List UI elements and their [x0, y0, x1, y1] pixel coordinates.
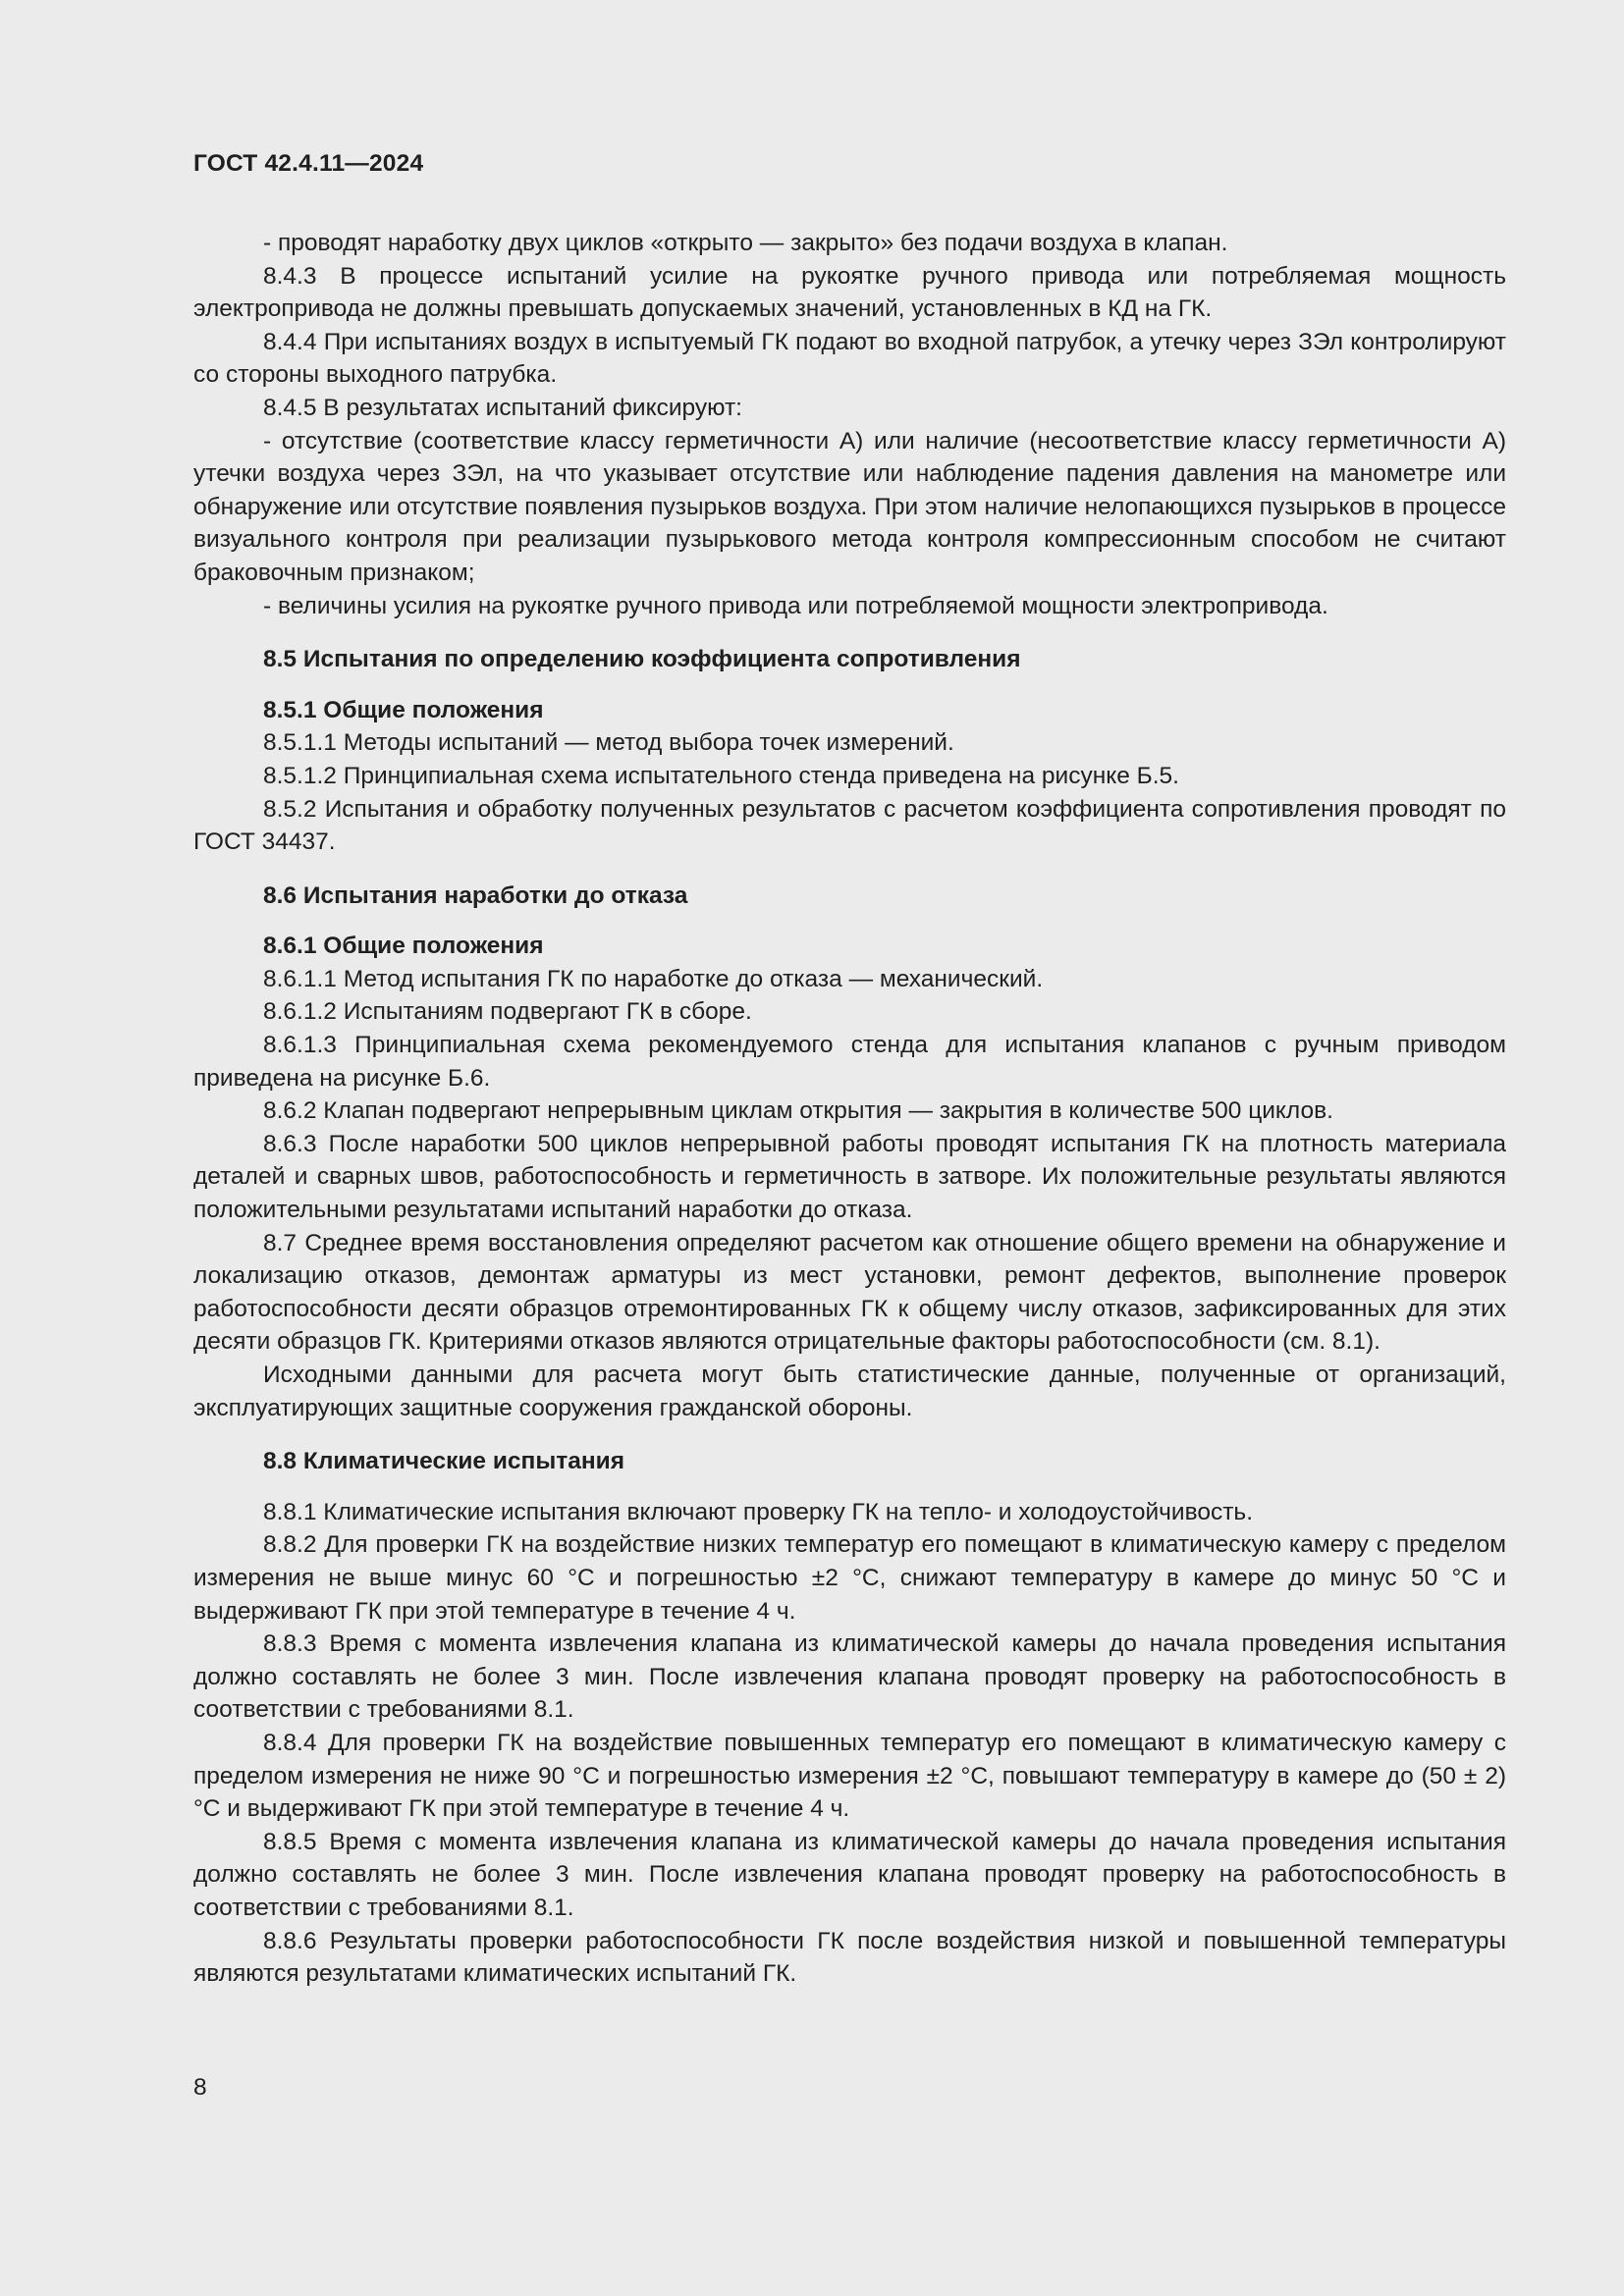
- paragraph-8-5-1-2: 8.5.1.2 Принципиальная схема испытательного стенда приведена на рисунке Б.5.: [263, 762, 1179, 789]
- paragraph-8-6-1-2: 8.6.1.2 Испытаниям подвергают ГК в сборе.: [263, 998, 752, 1026]
- paragraph-8-8-2: 8.8.2 Для проверки ГК на воздействие низких температур его помещают в климатическую камеру с пределом измерения не выше минус 60 °С и погрешностью ±2 °С, снижают температуру в камере до минус 50 °С и выдерживают ГК при этой температуре в течение 4 ч.: [193, 1531, 1506, 1625]
- subsection-heading-8-6-1: 8.6.1 Общие положения: [263, 933, 544, 960]
- paragraph-8-6-1-3: 8.6.1.3 Принципиальная схема рекомендуемого стенда для испытания клапанов с ручным приводом приведена на рисунке Б.6.: [193, 1032, 1506, 1092]
- paragraph-8-8-5: 8.8.5 Время с момента извлечения клапана из климатической камеры до начала проведения испытания должно составлять не более 3 мин. После извлечения клапана проводят проверку на работоспособность в соответствии с требованиями 8.1.: [193, 1828, 1506, 1921]
- paragraph-8-6-3: 8.6.3 После наработки 500 циклов непрерывной работы проводят испытания ГК на плотность материала деталей и сварных швов, работоспособность и герметичность в затворе. Их положительные результаты являются положительными результатами испытаний наработки до отказа.: [193, 1130, 1506, 1224]
- paragraph-8-6-1-1: 8.6.1.1 Метод испытания ГК по наработке до отказа — механический.: [263, 965, 1044, 992]
- paragraph-8-7: 8.7 Среднее время восстановления определяют расчетом как отношение общего времени на обнаружение и локализацию отказов, демонтаж арматуры из мест установки, ремонт дефектов, выполнение проверок работоспособности десяти образцов отремонтированных ГК к общему числу отказов, зафиксированных для этих десяти образцов ГК. Критериями отказов являются отрицательные факторы работоспособности (см. 8.1).: [193, 1229, 1506, 1356]
- section-heading-8-6: 8.6 Испытания наработки до отказа: [263, 881, 688, 909]
- paragraph-8-8-3: 8.8.3 Время с момента извлечения клапана из климатической камеры до начала проведения испытания должно составлять не более 3 мин. После извлечения клапана проводят проверку на работоспособность в соответствии с требованиями 8.1.: [193, 1630, 1506, 1724]
- standard-number-header: ГОСТ 42.4.11—2024: [193, 150, 424, 177]
- paragraph-8-4-5: 8.4.5 В результатах испытаний фиксируют:: [263, 394, 742, 421]
- paragraph-bullet-cycles: - проводят наработку двух циклов «открыто — закрыто» без подачи воздуха в клапан.: [263, 230, 1228, 256]
- paragraph-8-4-3: 8.4.3 В процессе испытаний усилие на рукоятке ручного привода или потребляемая мощность электропривода не должны превышать допускаемых значений, установленных в КД на ГК.: [193, 262, 1506, 323]
- paragraph-8-8-6: 8.8.6 Результаты проверки работоспособности ГК после воздействия низкой и повышенной температуры являются результатами климатических испытаний ГК.: [193, 1927, 1506, 1988]
- section-heading-8-5: 8.5 Испытания по определению коэффициента сопротивления: [263, 646, 1021, 673]
- paragraph-8-6-2: 8.6.2 Клапан подвергают непрерывным циклам открытия — закрытия в количестве 500 циклов.: [263, 1097, 1333, 1125]
- paragraph-8-4-4: 8.4.4 При испытаниях воздух в испытуемый ГК подают во входной патрубок, а утечку через ЗЭл контролируют со стороны выходного патрубка.: [193, 328, 1506, 389]
- subsection-heading-8-5-1: 8.5.1 Общие положения: [263, 696, 544, 723]
- paragraph-source-data: Исходными данными для расчета могут быть статистические данные, полученные от организаций, эксплуатирующих защитные сооружения гражданской обороны.: [193, 1362, 1506, 1421]
- section-heading-8-8: 8.8 Климатические испытания: [263, 1448, 625, 1475]
- paragraph-8-5-1-1: 8.5.1.1 Методы испытаний — метод выбора точек измерений.: [263, 729, 954, 757]
- paragraph-bullet-force: - величины усилия на рукоятке ручного привода или потребляемой мощности электропривода.: [263, 592, 1328, 619]
- paragraph-bullet-leak: - отсутствие (соответствие классу герметичности А) или наличие (несоответствие классу герметичности А) утечки воздуха через ЗЭл, на что указывает отсутствие или наблюдение падения давления на манометре или обнаружение или отсутствие появления пузырьков воздуха. При этом наличие нелопающихся пузырьков в процессе визуального контроля при реализации пузырькового метода контроля компрессионным способом не считают браковочным признаком;: [193, 427, 1506, 586]
- paragraph-8-5-2: 8.5.2 Испытания и обработку полученных результатов с расчетом коэффициента сопротивления проводят по ГОСТ 34437.: [193, 795, 1506, 856]
- document-body: [193, 227, 1506, 1991]
- paragraph-8-8-4: 8.8.4 Для проверки ГК на воздействие повышенных температур его помещают в климатическую камеру с пределом измерения не ниже 90 °С и погрешностью измерения ±2 °С, повышают температуру в камере до (50 ± 2) °С и выдерживают ГК при этой температуре в течение 4 ч.: [193, 1729, 1506, 1823]
- page-number: 8: [193, 2074, 207, 2101]
- paragraph-8-8-1: 8.8.1 Климатические испытания включают проверку ГК на тепло- и холодоустойчивость.: [263, 1498, 1254, 1525]
